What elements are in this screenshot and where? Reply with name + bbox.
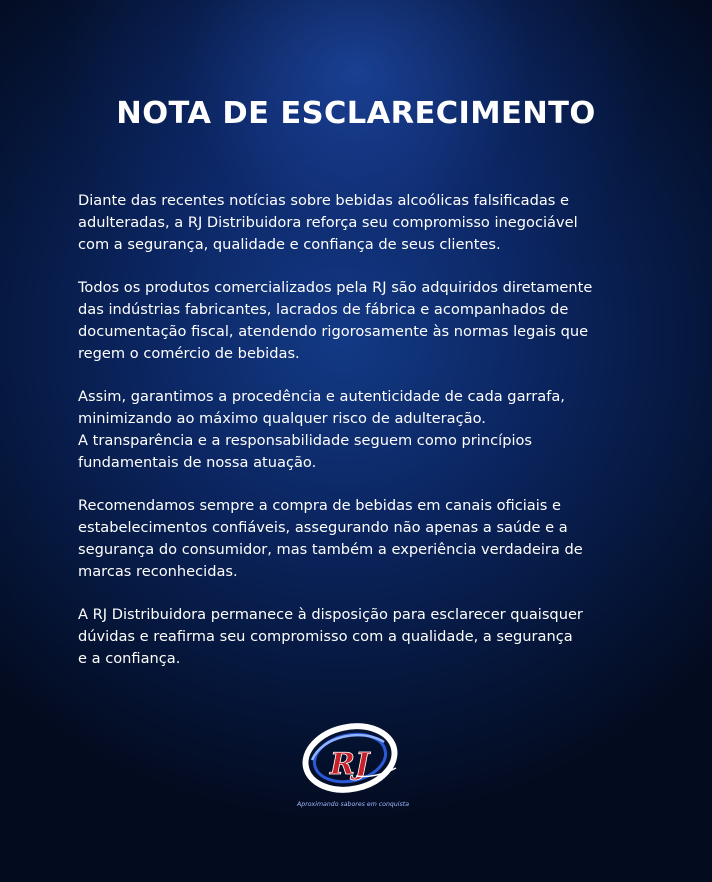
paragraph-line: dúvidas e reafirma seu compromisso com a qualidade, a segurança	[78, 627, 573, 645]
paragraph-1	[78, 190, 638, 255]
paragraph-line: com a segurança, qualidade e confiança de seus clientes.	[78, 235, 501, 253]
paragraph-line: documentação fiscal, atendendo rigorosamente às normas legais que	[78, 322, 589, 340]
logo-tagline: Aproximando sabores em conquista	[297, 801, 411, 808]
paragraph-line: minimizando ao máximo qualquer risco de adulteração.	[78, 409, 486, 427]
paragraph-4	[78, 495, 638, 582]
rj-distribuidora-logo	[292, 716, 414, 810]
paragraph-line: estabelecimentos confiáveis, assegurando não apenas a saúde e a	[78, 518, 568, 536]
paragraph-2	[78, 277, 638, 364]
paragraph-3	[78, 386, 638, 473]
paragraph-line: Todos os produtos comercializados pela RJ são adquiridos diretamente	[78, 279, 593, 297]
paragraph-line: A transparência e a responsabilidade seguem como princípios	[78, 431, 533, 449]
paragraph-line: das indústrias fabricantes, lacrados de fábrica e acompanhados de	[78, 300, 569, 318]
paragraph-line: regem o comércio de bebidas.	[78, 344, 300, 362]
paragraph-5	[78, 604, 638, 669]
paragraph-line: e a confiança.	[78, 649, 181, 667]
note-body	[78, 190, 638, 691]
page-title: NOTA DE ESCLARECIMENTO	[116, 96, 596, 131]
paragraph-line: Assim, garantimos a procedência e autenticidade de cada garrafa,	[78, 388, 565, 406]
paragraph-line: adulteradas, a RJ Distribuidora reforça seu compromisso inegociável	[78, 213, 578, 231]
paragraph-line: marcas reconhecidas.	[78, 562, 238, 580]
paragraph-line: Diante das recentes notícias sobre bebidas alcoólicas falsificadas e	[78, 192, 570, 209]
paragraph-line: segurança do consumidor, mas também a experiência verdadeira de	[78, 540, 583, 558]
paragraph-line: fundamentais de nossa atuação.	[78, 453, 317, 471]
paragraph-line: A RJ Distribuidora permanece à disposição para esclarecer quaisquer	[78, 606, 583, 624]
paragraph-line: Recomendamos sempre a compra de bebidas em canais oficiais e	[78, 497, 562, 515]
logo-initials: RJ	[330, 747, 370, 782]
